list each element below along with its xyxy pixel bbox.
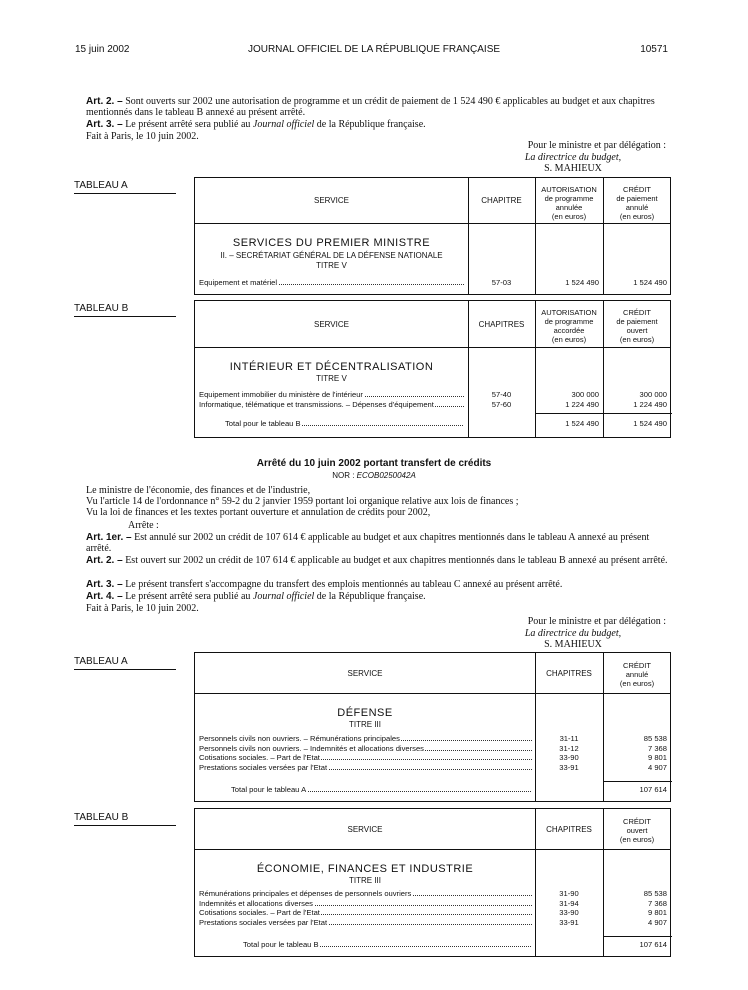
row-label: Personnels civils non ouvriers. – Indemnités et allocations diverses: [199, 743, 424, 753]
total-credit: 1 524 490: [633, 419, 667, 428]
article-label: Art. 3. –: [86, 579, 123, 590]
article-3-text: Le présent arrêté sera publié au: [122, 119, 253, 130]
signature-line-1: Pour le ministre et par délégation :: [527, 616, 666, 627]
row-credit: 7 368: [647, 743, 667, 753]
titre-label: TITRE V: [316, 374, 347, 383]
article-3-label: Art. 3. –: [86, 119, 123, 130]
header-date: 15 juin 2002: [75, 44, 130, 55]
fait-a-paris-2: Fait à Paris, le 10 juin 2002.: [86, 603, 199, 614]
signature-line-1: Pour le ministre et par délégation :: [527, 140, 666, 151]
nor-code: ECOB0250042A: [356, 471, 416, 480]
col-header-credit: CRÉDIT de paiement ouvert (en euros): [616, 308, 658, 344]
titre-label: TITRE III: [349, 876, 381, 885]
col-header-service: SERVICE: [314, 320, 349, 329]
section-title: SERVICES DU PREMIER MINISTRE: [232, 237, 431, 249]
article-text: Est annulé sur 2002 un crédit de 107 614 € applicable au budget et aux chapitres mentionnés dans le tableau A annexé au présent arrêté.: [86, 532, 650, 554]
row-autorisation: 300 000: [571, 390, 599, 399]
tableau-b-economie-table: [194, 808, 671, 957]
article-label: Art. 4. –: [86, 591, 123, 602]
row-label: Informatique, télématique et transmissions. – Dépenses d'équipement: [199, 400, 434, 409]
arrete-article-2: [86, 555, 670, 566]
col-header-service: SERVICE: [347, 825, 383, 834]
col-header-credit: CRÉDIT annulé (en euros): [619, 661, 655, 688]
row-label: Prestations sociales versées par l'Etat: [199, 917, 328, 927]
total-label: Total pour le tableau B: [243, 940, 319, 949]
tableau-a-defense-table: [194, 652, 671, 802]
header-title: JOURNAL OFFICIEL DE LA RÉPUBLIQUE FRANÇAISE: [247, 44, 501, 55]
row-credit: 300 000: [639, 390, 667, 399]
row-credit: 9 801: [647, 908, 667, 917]
row-label: Rémunérations principales et dépenses de personnels ouvriers: [199, 889, 412, 898]
table-row: [195, 918, 672, 928]
row-label: Personnels civils non ouvriers. – Rémunérations principales: [199, 734, 400, 743]
titre-label: TITRE V: [316, 261, 347, 270]
total-autorisation: 1 524 490: [565, 419, 599, 428]
row-credit: 9 801: [647, 753, 667, 762]
row-autorisation: 1 224 490: [565, 400, 599, 409]
row-credit: 85 538: [643, 889, 667, 898]
journal-name: Journal officiel: [252, 119, 315, 130]
signature-line-2: La directrice du budget,: [524, 627, 622, 639]
col-header-chapitres: CHAPITRES: [546, 825, 592, 834]
total-credit: 107 614: [639, 940, 667, 949]
tableau-a-table: [194, 177, 671, 295]
preamble-vu-1: Vu l'article 14 de l'ordonnance n° 59-2 du 2 janvier 1959 portant loi organique relative aux lois de finances ;: [86, 496, 519, 507]
row-label: Cotisations sociales. – Part de l'Etat: [199, 753, 320, 762]
article-label: Art. 2. –: [86, 555, 123, 566]
table-row: [195, 744, 672, 754]
arrete-article-4: [86, 591, 670, 602]
row-chapitre: 33-91: [559, 762, 579, 772]
table-row: [195, 908, 672, 918]
preamble-vu-2: Vu la loi de finances et les textes portant ouverture et annulation de crédits pour 2002,: [86, 507, 431, 518]
col-header-chapitre: CHAPITRE: [481, 196, 522, 205]
total-row: [195, 785, 672, 795]
col-header-credit: CRÉDIT ouvert (en euros): [619, 817, 655, 844]
tableau-a-label-2: TABLEAU A: [74, 656, 128, 667]
row-chapitre: 57-60: [491, 400, 512, 409]
table-row: [195, 899, 672, 909]
row-chapitre: 31-12: [559, 743, 579, 753]
nor-reference: NOR : ECOB0250042A: [332, 471, 416, 480]
row-label: Equipement immobilier du ministère de l'intérieur: [199, 390, 363, 399]
tableau-b-label-2: TABLEAU B: [74, 812, 129, 823]
article-text: Est ouvert sur 2002 un crédit de 107 614 € applicable au budget et aux chapitres mentionnés dans le tableau B annexé au présent arrêté.: [122, 555, 668, 566]
signature-name: S. MAHIEUX: [544, 639, 602, 650]
article-3: [86, 119, 670, 130]
col-header-service: SERVICE: [347, 669, 383, 678]
section-title: DÉFENSE: [337, 707, 393, 719]
col-header-autorisation: AUTORISATION de programme accordée (en euros): [541, 308, 597, 344]
row-chapitre: 33-90: [559, 753, 579, 762]
section-heading: [195, 707, 535, 729]
section-subtitle: II. – SECRÉTARIAT GÉNÉRAL DE LA DÉFENSE NATIONALE: [220, 251, 443, 260]
arrete-word: Arrête :: [128, 520, 159, 531]
article-label: Art. 1er. –: [86, 532, 132, 543]
row-autorisation: 1 524 490: [565, 278, 599, 287]
row-credit: 4 907: [647, 762, 667, 772]
col-header-credit: CRÉDIT de paiement annulé (en euros): [616, 185, 658, 221]
row-label: Cotisations sociales. – Part de l'Etat: [199, 908, 320, 917]
fait-a-paris: Fait à Paris, le 10 juin 2002.: [86, 131, 199, 142]
table-row: [195, 753, 672, 763]
section-title: ÉCONOMIE, FINANCES ET INDUSTRIE: [256, 863, 474, 875]
tableau-a-label: TABLEAU A: [74, 180, 128, 191]
section-title: INTÉRIEUR ET DÉCENTRALISATION: [229, 361, 434, 373]
titre-label: TITRE III: [349, 720, 381, 729]
row-credit: 4 907: [647, 917, 667, 927]
page-number: 10571: [640, 44, 668, 55]
table-row: [195, 390, 672, 400]
row-credit: 85 538: [643, 734, 667, 743]
row-chapitre: 31-90: [559, 889, 579, 898]
signature-block: [480, 140, 666, 175]
section-heading: [195, 863, 535, 885]
arrete-article-1: [86, 532, 670, 554]
section-heading: [195, 237, 468, 270]
row-credit: 7 368: [647, 898, 667, 908]
col-header-chapitres: CHAPITRES: [546, 669, 592, 678]
row-credit: 1 224 490: [633, 400, 667, 409]
row-label: Equipement et matériel: [199, 278, 278, 287]
table-row: [195, 400, 672, 410]
row-chapitre: 33-90: [559, 908, 579, 917]
table-row: [195, 734, 672, 744]
row-chapitre: 33-91: [559, 917, 579, 927]
row-label: Indemnités et allocations diverses: [199, 898, 313, 908]
total-row: [195, 419, 672, 429]
total-label: Total pour le tableau A: [231, 785, 307, 794]
article-2-label: Art. 2. –: [86, 96, 123, 107]
total-credit: 107 614: [639, 785, 667, 794]
arrete-title: Arrêté du 10 juin 2002 portant transfert de crédits: [256, 458, 492, 469]
col-header-autorisation: AUTORISATION de programme annulée (en euros): [541, 185, 597, 221]
preamble-ministre: Le ministre de l'économie, des finances et de l'industrie,: [86, 485, 311, 496]
table-row: [195, 278, 672, 288]
article-text-end: de la République française.: [314, 591, 426, 602]
col-header-chapitres: CHAPITRES: [478, 320, 525, 329]
article-2-text: Sont ouverts sur 2002 une autorisation de programme et un crédit de paiement de 1 524 490 € applicables au budget et aux chapitres mentionnés dans le tableau B annexé au présent arrêté.: [86, 96, 655, 118]
signature-name: S. MAHIEUX: [544, 163, 602, 174]
arrete-article-3: [86, 579, 670, 590]
signature-block-2: [480, 616, 666, 651]
row-chapitre: 31-11: [559, 734, 579, 743]
tableau-b-label: TABLEAU B: [74, 303, 129, 314]
table-row: [195, 889, 672, 899]
article-text: Le présent arrêté sera publié au: [122, 591, 253, 602]
article-2: [86, 96, 670, 118]
signature-line-2: La directrice du budget,: [524, 151, 622, 163]
section-heading: [195, 361, 468, 383]
row-chapitre: 57-03: [491, 278, 512, 287]
row-chapitre: 31-94: [559, 898, 579, 908]
row-credit: 1 524 490: [633, 278, 667, 287]
col-header-service: SERVICE: [314, 196, 349, 205]
table-row: [195, 763, 672, 773]
article-text: Le présent transfert s'accompagne du transfert des emplois mentionnés au tableau C annexé au présent arrêté.: [122, 579, 563, 590]
total-row: [195, 940, 672, 950]
row-label: Prestations sociales versées par l'Etat: [199, 762, 328, 772]
total-label: Total pour le tableau B: [225, 419, 301, 428]
article-3-text-end: de la République française.: [314, 119, 426, 130]
journal-name: Journal officiel: [252, 591, 315, 602]
tableau-b-table: [194, 300, 671, 438]
row-chapitre: 57-40: [491, 390, 512, 399]
